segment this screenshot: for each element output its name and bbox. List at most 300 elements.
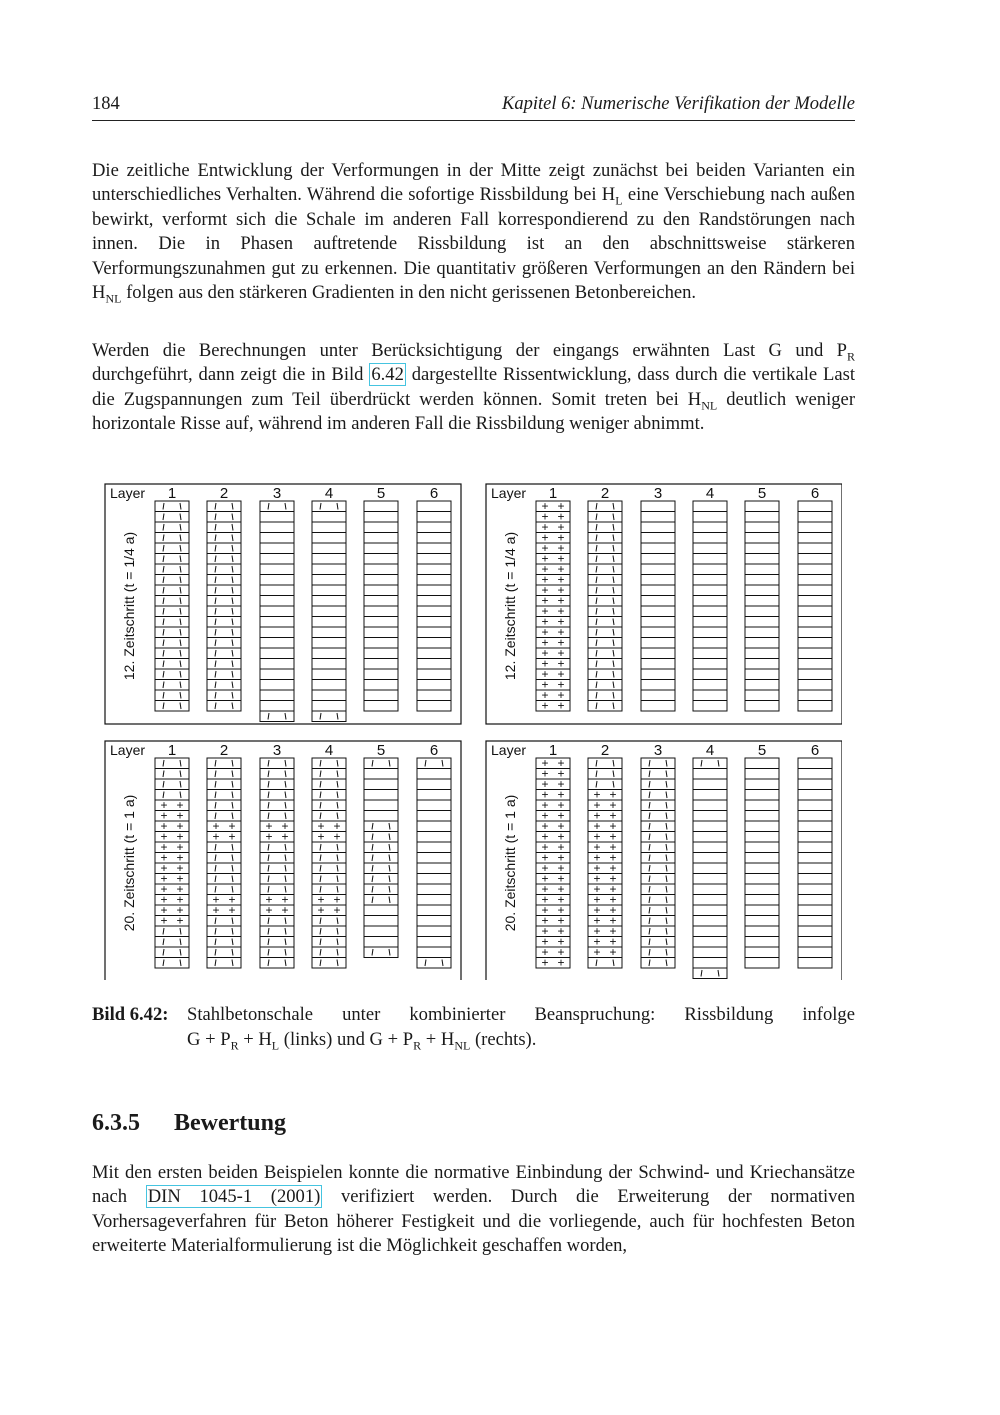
element-cell: [417, 905, 451, 916]
element-cell: [155, 554, 189, 565]
vertical-crack-mark: [666, 939, 667, 946]
vertical-crack-mark: [372, 865, 373, 872]
element-cell: [745, 627, 779, 638]
layer-number-6: 6: [810, 742, 820, 759]
vertical-crack-mark: [666, 792, 667, 799]
vertical-crack-mark: [232, 960, 233, 967]
vertical-crack-mark: [425, 760, 426, 767]
section-number: 6.3.5: [92, 1110, 140, 1136]
cross-crack-mark: +: [541, 530, 549, 545]
layer-column-1: [155, 501, 189, 711]
layer-number-5: 5: [757, 485, 767, 502]
element-cell: [798, 690, 832, 701]
element-cell: [588, 648, 622, 659]
vertical-crack-mark: [215, 960, 216, 967]
layer-number-4: 4: [705, 485, 715, 502]
cross-crack-mark: +: [317, 903, 325, 917]
vertical-crack-mark: [649, 855, 650, 862]
element-cell: [641, 758, 675, 769]
element-cell: [260, 863, 294, 874]
vertical-crack-mark: [613, 760, 614, 767]
element-cell: [641, 958, 675, 969]
cross-crack-mark: +: [609, 924, 617, 938]
paragraph-deformation: Die zeitliche Entwicklung der Verformungen in der Mitte zeigt zunächst bei beiden Varianten ein unterschiedliches Verhalten. Während die sofortige Rissbildung bei $H_L$ eine Verschiebung nach außen bewirkt, verformt sich die Schale im anderen Fall korrespondierend zu den Randstörungen nach innen. Die in Phasen auftretende Rissbildung ist an den abschnittsweise stärkeren Verformungszunahmen gut zu erkennen. Die quantitativ größeren Verformungen an den Rändern bei $H_{NL}$ folgen aus den stärkeren Gradienten in den nicht gerissenen Betonbereichen.: [92, 160, 855, 306]
vertical-crack-mark: [268, 960, 269, 967]
element-cell: [155, 638, 189, 649]
element-cell: [364, 884, 398, 895]
vertical-crack-mark: [649, 834, 650, 841]
layer-number-4: 4: [324, 742, 334, 759]
element-cell: [260, 543, 294, 554]
element-cell: [588, 543, 622, 554]
cross-crack-mark: +: [557, 903, 565, 917]
element-cell: [260, 617, 294, 628]
vertical-crack-mark: [389, 886, 390, 893]
cross-crack-mark: +: [160, 819, 168, 833]
element-cell: [155, 659, 189, 670]
vertical-crack-mark: [232, 545, 233, 552]
element-cell: [312, 937, 346, 948]
element-cell: [207, 874, 241, 885]
element-cell: [312, 758, 346, 769]
element-cell: [798, 543, 832, 554]
element-cell: [207, 779, 241, 790]
element-cell: [417, 811, 451, 822]
element-cell: [641, 522, 675, 533]
cross-crack-mark: +: [541, 913, 549, 928]
vertical-crack-mark: [613, 587, 614, 594]
element-cell: [745, 596, 779, 607]
element-cell: [155, 617, 189, 628]
element-cell: [745, 648, 779, 659]
cross-crack-mark: +: [541, 756, 549, 770]
element-cell: [745, 659, 779, 670]
vertical-crack-mark: [596, 587, 597, 594]
element-cell: [798, 769, 832, 780]
cross-crack-mark: +: [212, 819, 220, 833]
element-cell: [207, 701, 241, 712]
element-cell: [798, 596, 832, 607]
vertical-crack-mark: [232, 703, 233, 710]
vertical-crack-mark: [442, 960, 443, 967]
vertical-crack-mark: [320, 781, 321, 788]
cross-crack-mark: +: [541, 787, 549, 802]
element-cell: [798, 522, 832, 533]
vertical-crack-mark: [268, 802, 269, 809]
vertical-crack-mark: [649, 802, 650, 809]
vertical-crack-mark: [215, 692, 216, 699]
layer-number-1: 1: [167, 742, 177, 759]
element-cell: [207, 916, 241, 927]
element-cell: [417, 627, 451, 638]
layer-number-6: 6: [429, 742, 439, 759]
element-cell: [693, 617, 727, 628]
cross-crack-mark: +: [176, 850, 184, 865]
vertical-crack-mark: [389, 855, 390, 862]
element-cell: [745, 958, 779, 969]
cross-crack-mark: +: [557, 808, 565, 823]
element-cell: [417, 874, 451, 885]
vertical-crack-mark: [649, 897, 650, 904]
cross-crack-mark: +: [609, 861, 617, 875]
layer-column-3: [641, 758, 675, 968]
cross-crack-mark: +: [160, 892, 168, 907]
cross-crack-mark: +: [593, 819, 601, 833]
vertical-crack-mark: [180, 682, 181, 689]
element-cell: [417, 832, 451, 843]
cross-crack-mark: +: [541, 541, 549, 555]
vertical-crack-mark: [666, 907, 667, 914]
vertical-crack-mark: [372, 823, 373, 830]
vertical-crack-mark: [268, 771, 269, 778]
vertical-crack-mark: [180, 650, 181, 657]
vertical-crack-mark: [232, 598, 233, 605]
vertical-crack-mark: [268, 713, 269, 720]
element-cell: [364, 937, 398, 948]
layer-number-1: 1: [548, 742, 558, 759]
element-cell: [260, 926, 294, 937]
element-cell: [155, 501, 189, 512]
element-cell: [798, 758, 832, 769]
element-cell: [417, 648, 451, 659]
vertical-crack-mark: [320, 771, 321, 778]
element-cell: [364, 669, 398, 680]
element-cell: [312, 606, 346, 617]
element-cell: [641, 554, 675, 565]
element-cell: [260, 947, 294, 958]
element-cell: [312, 916, 346, 927]
cross-crack-mark: +: [265, 892, 273, 907]
element-cell: [207, 543, 241, 554]
vertical-crack-mark: [180, 577, 181, 584]
element-cell: [260, 575, 294, 586]
cross-crack-mark: +: [333, 819, 341, 833]
element-cell: [745, 680, 779, 691]
vertical-crack-mark: [320, 865, 321, 872]
vertical-crack-mark: [649, 928, 650, 935]
element-cell: [693, 596, 727, 607]
vertical-crack-mark: [232, 524, 233, 531]
vertical-crack-mark: [613, 566, 614, 573]
element-cell: [417, 790, 451, 801]
element-cell: [364, 790, 398, 801]
vertical-crack-mark: [320, 713, 321, 720]
element-cell: [417, 596, 451, 607]
vertical-crack-mark: [285, 713, 286, 720]
cross-crack-mark: +: [557, 646, 565, 660]
element-cell: [693, 937, 727, 948]
vertical-crack-mark: [163, 535, 164, 542]
element-cell: [641, 779, 675, 790]
vertical-crack-mark: [232, 566, 233, 573]
element-cell: [260, 711, 294, 722]
cross-crack-mark: +: [593, 850, 601, 865]
vertical-crack-mark: [613, 629, 614, 636]
vertical-crack-mark: [180, 771, 181, 778]
cross-crack-mark: +: [541, 850, 549, 865]
vertical-crack-mark: [337, 928, 338, 935]
vertical-crack-mark: [666, 886, 667, 893]
vertical-crack-mark: [320, 918, 321, 925]
element-cell: [207, 863, 241, 874]
cross-crack-mark: +: [541, 520, 549, 534]
element-cell: [745, 606, 779, 617]
vertical-crack-mark: [372, 760, 373, 767]
element-cell: [641, 617, 675, 628]
element-cell: [641, 638, 675, 649]
vertical-crack-mark: [232, 682, 233, 689]
layer-column-5: [364, 758, 398, 958]
vertical-crack-mark: [232, 692, 233, 699]
cross-crack-mark: +: [176, 808, 184, 823]
element-cell: [417, 853, 451, 864]
cross-crack-mark: +: [541, 945, 549, 959]
vertical-crack-mark: [268, 844, 269, 851]
element-cell: [798, 790, 832, 801]
cross-crack-mark: +: [609, 945, 617, 959]
element-cell: [364, 627, 398, 638]
element-cell: [312, 958, 346, 969]
figure-reference-link[interactable]: 6.42: [371, 364, 404, 386]
vertical-crack-mark: [666, 949, 667, 956]
cross-crack-mark: +: [541, 688, 549, 702]
element-cell: [641, 947, 675, 958]
cross-crack-mark: +: [176, 871, 184, 886]
layer-column-3: [641, 501, 675, 711]
paragraph-evaluation: Mit den ersten beiden Beispielen konnte die normative Einbindung der Schwind- und Kriechansätze nach DIN 1045-1 (2001) verifiziert werden. Durch die Erweiterung der normativen Vorhersageverfahren für Beton höherer Festigkeit und die vorliegende, auch für hochfesten Beton erweiterte Materialformulierung ist die Möglichkeit geschaffen worden,: [92, 1162, 856, 1257]
vertical-crack-mark: [215, 535, 216, 542]
vertical-crack-mark: [613, 619, 614, 626]
element-cell: [641, 606, 675, 617]
vertical-crack-mark: [163, 640, 164, 647]
vertical-crack-mark: [163, 556, 164, 563]
cross-crack-mark: +: [557, 861, 565, 875]
element-cell: [745, 916, 779, 927]
element-cell: [155, 512, 189, 523]
vertical-crack-mark: [337, 792, 338, 799]
cross-crack-mark: +: [609, 913, 617, 928]
vertical-crack-mark: [666, 802, 667, 809]
cross-crack-mark: +: [557, 667, 565, 681]
vertical-crack-mark: [163, 928, 164, 935]
element-cell: [155, 926, 189, 937]
element-cell: [693, 916, 727, 927]
element-cell: [364, 564, 398, 575]
element-cell: [641, 916, 675, 927]
element-cell: [260, 937, 294, 948]
cross-crack-mark: +: [541, 903, 549, 917]
vertical-crack-mark: [163, 598, 164, 605]
vertical-crack-mark: [337, 503, 338, 510]
vertical-crack-mark: [232, 781, 233, 788]
cross-crack-mark: +: [541, 777, 549, 791]
vertical-crack-mark: [232, 556, 233, 563]
cross-crack-mark: +: [557, 614, 565, 629]
vertical-crack-mark: [389, 897, 390, 904]
vertical-crack-mark: [613, 960, 614, 967]
element-cell: [745, 800, 779, 811]
layer-column-5: [364, 501, 398, 711]
cross-crack-mark: +: [212, 829, 220, 844]
cross-crack-mark: +: [557, 698, 565, 713]
element-cell: [588, 522, 622, 533]
element-cell: [693, 790, 727, 801]
vertical-crack-mark: [372, 834, 373, 841]
cross-crack-mark: +: [593, 913, 601, 928]
element-cell: [364, 522, 398, 533]
cross-crack-mark: +: [228, 903, 236, 917]
element-cell: [417, 585, 451, 596]
vertical-crack-mark: [613, 703, 614, 710]
cross-crack-mark: +: [593, 903, 601, 917]
element-cell: [207, 596, 241, 607]
cross-crack-mark: +: [557, 499, 565, 513]
element-cell: [798, 701, 832, 712]
vertical-crack-mark: [701, 760, 702, 767]
layer-number-5: 5: [376, 742, 386, 759]
element-cell: [155, 648, 189, 659]
element-cell: [798, 533, 832, 544]
vertical-crack-mark: [337, 771, 338, 778]
element-cell: [364, 811, 398, 822]
element-cell: [641, 690, 675, 701]
element-cell: [312, 680, 346, 691]
cross-crack-mark: +: [333, 829, 341, 844]
element-cell: [588, 659, 622, 670]
cross-crack-mark: +: [281, 829, 289, 844]
vertical-crack-mark: [649, 949, 650, 956]
element-cell: [588, 769, 622, 780]
element-cell: [312, 690, 346, 701]
element-cell: [798, 863, 832, 874]
layer-label: Layer: [491, 742, 527, 758]
caption-line-2: $G + P_R + H_L$ (links) und $G + P_R + H_{NL}$ (rechts).: [187, 1029, 537, 1053]
element-cell: [745, 811, 779, 822]
vertical-crack-mark: [285, 792, 286, 799]
element-cell: [798, 501, 832, 512]
vertical-crack-mark: [232, 792, 233, 799]
vertical-crack-mark: [215, 865, 216, 872]
element-cell: [693, 926, 727, 937]
vertical-crack-mark: [596, 535, 597, 542]
layer-column-2: [207, 758, 241, 968]
page-number: 184: [92, 94, 120, 114]
vertical-crack-mark: [596, 692, 597, 699]
element-cell: [417, 937, 451, 948]
element-cell: [260, 779, 294, 790]
element-cell: [798, 821, 832, 832]
cross-crack-mark: +: [557, 913, 565, 928]
element-cell: [745, 669, 779, 680]
vertical-crack-mark: [215, 928, 216, 935]
vertical-crack-mark: [285, 503, 286, 510]
cross-crack-mark: +: [609, 934, 617, 949]
vertical-crack-mark: [232, 640, 233, 647]
vertical-crack-mark: [613, 577, 614, 584]
element-cell: [364, 701, 398, 712]
vertical-crack-mark: [163, 503, 164, 510]
vertical-crack-mark: [163, 661, 164, 668]
cross-crack-mark: +: [541, 635, 549, 650]
element-cell: [417, 690, 451, 701]
cross-crack-mark: +: [176, 882, 184, 896]
element-cell: [364, 554, 398, 565]
element-cell: [364, 779, 398, 790]
element-cell: [260, 585, 294, 596]
din-reference-link[interactable]: DIN 1045-1 (2001): [147, 1186, 321, 1208]
section-title: Bewertung: [174, 1110, 286, 1136]
vertical-crack-mark: [649, 865, 650, 872]
cross-crack-mark: +: [541, 808, 549, 823]
vertical-crack-mark: [372, 897, 373, 904]
vertical-crack-mark: [163, 524, 164, 531]
cross-crack-mark: +: [541, 572, 549, 587]
layer-number-2: 2: [219, 485, 229, 502]
vertical-crack-mark: [613, 598, 614, 605]
cross-crack-mark: +: [593, 871, 601, 886]
element-cell: [364, 585, 398, 596]
element-cell: [260, 769, 294, 780]
vertical-crack-mark: [163, 587, 164, 594]
vertical-crack-mark: [320, 876, 321, 883]
element-cell: [798, 947, 832, 958]
element-cell: [693, 758, 727, 769]
element-cell: [312, 779, 346, 790]
element-cell: [364, 606, 398, 617]
cross-crack-mark: +: [609, 787, 617, 802]
element-cell: [641, 842, 675, 853]
vertical-crack-mark: [596, 556, 597, 563]
element-cell: [155, 937, 189, 948]
vertical-crack-mark: [215, 640, 216, 647]
element-cell: [745, 758, 779, 769]
element-cell: [798, 895, 832, 906]
vertical-crack-mark: [666, 897, 667, 904]
vertical-crack-mark: [180, 545, 181, 552]
element-cell: [745, 512, 779, 523]
element-cell: [798, 564, 832, 575]
element-cell: [155, 947, 189, 958]
element-cell: [798, 811, 832, 822]
cross-crack-mark: +: [541, 840, 549, 854]
element-cell: [260, 669, 294, 680]
vertical-crack-mark: [320, 949, 321, 956]
element-cell: [312, 554, 346, 565]
panel-frame: [105, 741, 461, 980]
element-cell: [417, 958, 451, 969]
vertical-crack-mark: [320, 960, 321, 967]
vertical-crack-mark: [180, 514, 181, 521]
vertical-crack-mark: [215, 671, 216, 678]
layer-column-5: [745, 501, 779, 711]
vertical-crack-mark: [268, 792, 269, 799]
element-cell: [641, 648, 675, 659]
vertical-crack-mark: [180, 939, 181, 946]
layer-column-6: [798, 501, 832, 711]
cross-crack-mark: +: [541, 766, 549, 781]
vertical-crack-mark: [320, 939, 321, 946]
element-cell: [693, 811, 727, 822]
vertical-crack-mark: [337, 855, 338, 862]
element-cell: [312, 853, 346, 864]
element-cell: [207, 648, 241, 659]
layer-column-4: [312, 501, 346, 722]
element-cell: [745, 575, 779, 586]
vertical-crack-mark: [649, 844, 650, 851]
element-cell: [207, 659, 241, 670]
element-cell: [364, 596, 398, 607]
element-cell: [260, 638, 294, 649]
